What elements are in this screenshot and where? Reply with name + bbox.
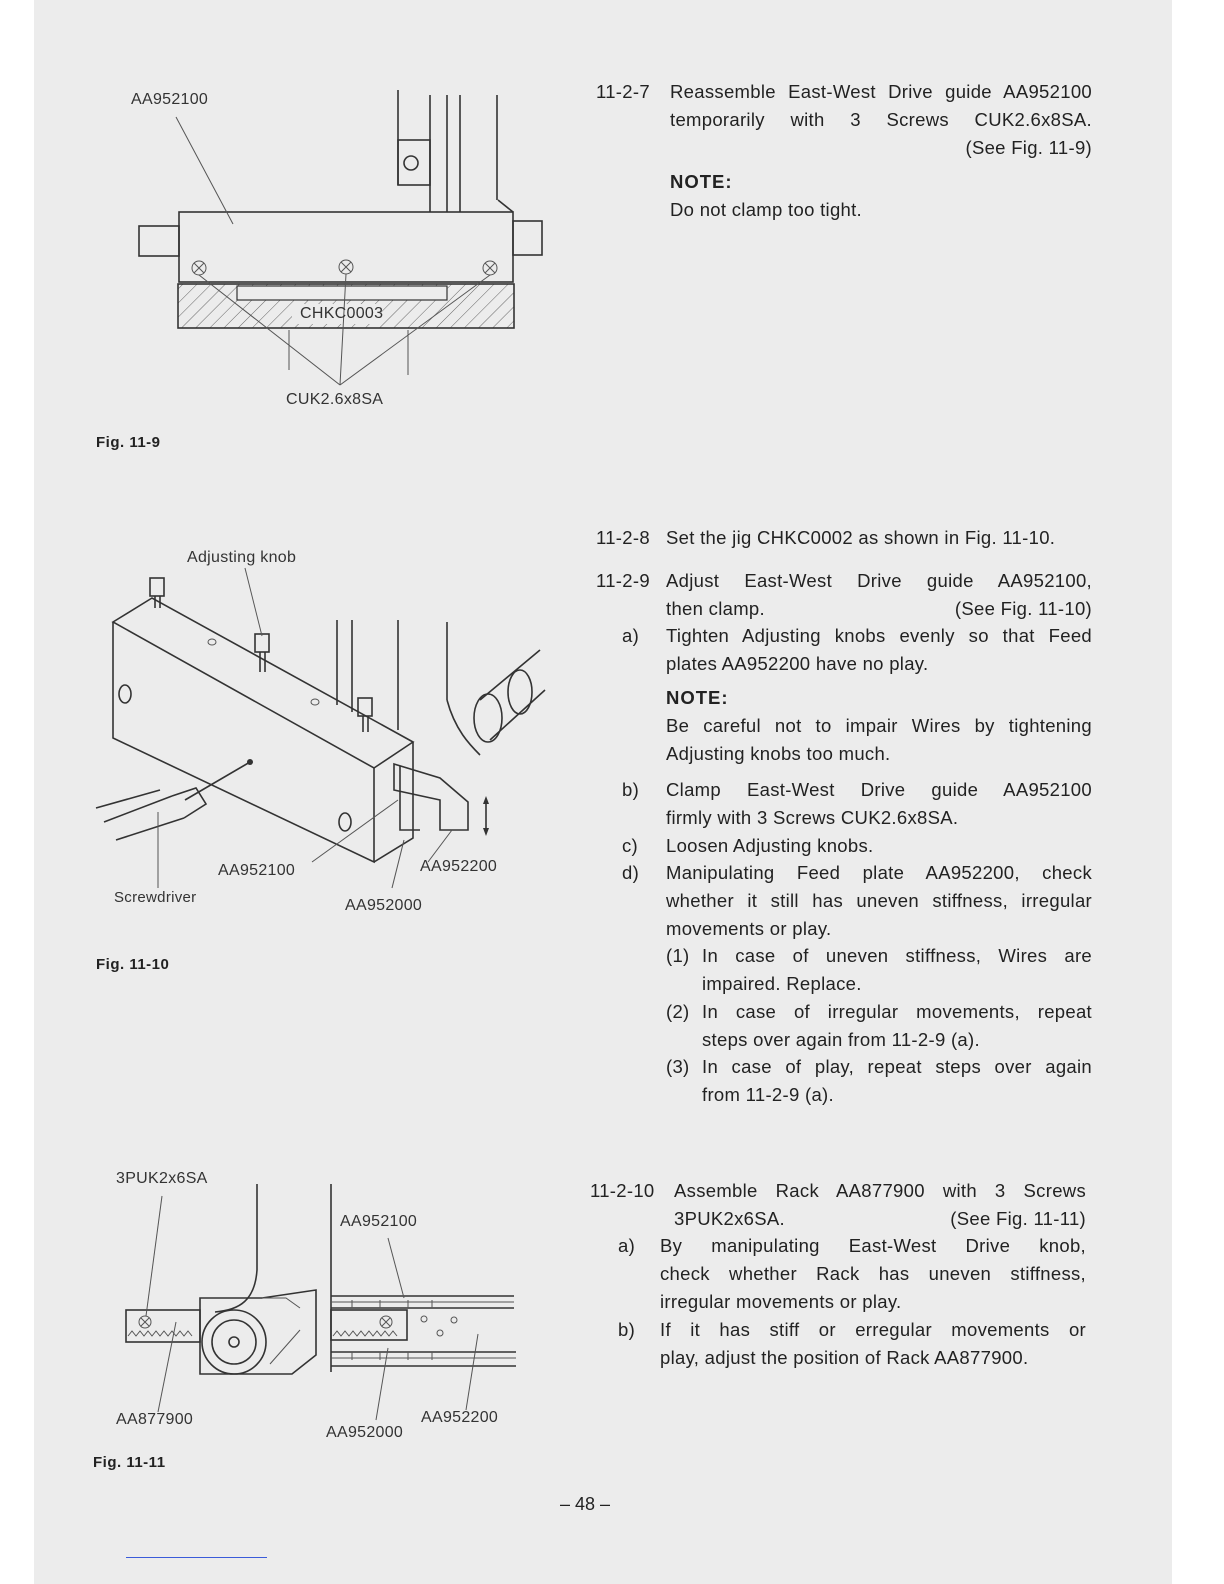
item-marker: a) [622, 625, 640, 646]
item-line: Loosen Adjusting knobs. [666, 835, 874, 856]
fig-reference: (See Fig. 11-11) [950, 1208, 1086, 1229]
fig-11-10-label-tool: Screwdriver [114, 889, 197, 906]
step-line: Set the jig CHKC0002 as shown in Fig. 11-10. [666, 527, 1056, 548]
step-line: then clamp. [666, 598, 765, 619]
item-line: Manipulating Feed plate AA952200, check [666, 862, 1092, 883]
fig-11-9-label-guide: AA952100 [131, 91, 209, 108]
step-line: 3PUK2x6SA. [674, 1208, 785, 1229]
fig-reference: (See Fig. 11-9) [965, 137, 1092, 158]
item-marker: c) [622, 835, 639, 856]
fig-11-9-label-screws: CUK2.6x8SA [286, 391, 384, 408]
subitem-marker: (3) [666, 1056, 690, 1077]
step-line: Reassemble East-West Drive guide AA952100 [670, 81, 1092, 102]
step-11-2-9 [596, 567, 1092, 1107]
subitem-line: In case of irregular movements, repeat [702, 1001, 1092, 1022]
item-line: By manipulating East-West Drive knob, [660, 1235, 1086, 1256]
item-line: Tighten Adjusting knobs evenly so that Feed [666, 625, 1092, 646]
item-line: Clamp East-West Drive guide AA952100 [666, 779, 1092, 800]
subitem-marker: (1) [666, 945, 690, 966]
item-marker: b) [618, 1319, 636, 1340]
fig-11-10-label-knob: Adjusting knob [187, 549, 297, 566]
fig-11-9-label-jig: CHKC0003 [300, 305, 384, 322]
step-line: Adjust East-West Drive guide AA952100, [666, 570, 1092, 591]
step-number: 11-2-10 [590, 1180, 655, 1201]
fig-11-11-label-plate: AA952200 [421, 1409, 499, 1426]
fig-11-10-caption: Fig. 11-10 [96, 956, 170, 973]
item-line: check whether Rack has uneven stiffness, [660, 1263, 1086, 1284]
item-marker: a) [618, 1235, 636, 1256]
page-number: – 48 – [560, 1494, 611, 1514]
subitem-line: In case of uneven stiffness, Wires are [702, 945, 1092, 966]
step-line: Assemble Rack AA877900 with 3 Screws [674, 1180, 1086, 1201]
step-line: temporarily with 3 Screws CUK2.6x8SA. [670, 109, 1092, 130]
step-number: 11-2-9 [596, 570, 650, 591]
note-line: Be careful not to impair Wires by tightening [666, 715, 1092, 736]
step-11-2-8 [596, 524, 1092, 552]
subitem-line: impaired. Replace. [702, 973, 862, 994]
subitem-line: from 11-2-9 (a). [702, 1084, 834, 1105]
step-number: 11-2-8 [596, 527, 650, 548]
fig-11-11-caption: Fig. 11-11 [93, 1454, 166, 1471]
item-line: If it has stiff or erregular movements or [660, 1319, 1086, 1340]
item-marker: d) [622, 862, 640, 883]
item-line: plates AA952200 have no play. [666, 653, 929, 674]
item-line: irregular movements or play. [660, 1291, 902, 1312]
subitem-marker: (2) [666, 1001, 690, 1022]
note-text: Do not clamp too tight. [670, 199, 862, 220]
underline-mark [126, 1557, 267, 1558]
step-11-2-7 [596, 78, 1092, 218]
step-11-2-10 [590, 1177, 1090, 1377]
subitem-line: steps over again from 11-2-9 (a). [702, 1029, 980, 1050]
fig-11-11-label-base: AA952000 [326, 1424, 404, 1441]
subitem-line: In case of play, repeat steps over again [702, 1056, 1092, 1077]
fig-11-11-label-screw: 3PUK2x6SA [116, 1170, 208, 1187]
fig-11-10-label-plate: AA952200 [420, 858, 498, 875]
item-line: whether it still has uneven stiffness, irregular [666, 890, 1092, 911]
note-title: NOTE: [666, 687, 729, 708]
fig-11-11-label-guide: AA952100 [340, 1213, 418, 1230]
fig-11-10-label-base: AA952000 [345, 897, 423, 914]
fig-11-11-label-rack: AA877900 [116, 1411, 194, 1428]
item-line: firmly with 3 Screws CUK2.6x8SA. [666, 807, 959, 828]
item-line: movements or play. [666, 918, 832, 939]
note-line: Adjusting knobs too much. [666, 743, 891, 764]
note-title: NOTE: [670, 171, 733, 192]
fig-reference: (See Fig. 11-10) [954, 598, 1092, 619]
fig-11-9-caption: Fig. 11-9 [96, 434, 161, 451]
item-line: play, adjust the position of Rack AA877900. [660, 1347, 1029, 1368]
step-number: 11-2-7 [596, 81, 650, 102]
item-marker: b) [622, 779, 640, 800]
fig-11-10-label-guide: AA952100 [218, 862, 296, 879]
